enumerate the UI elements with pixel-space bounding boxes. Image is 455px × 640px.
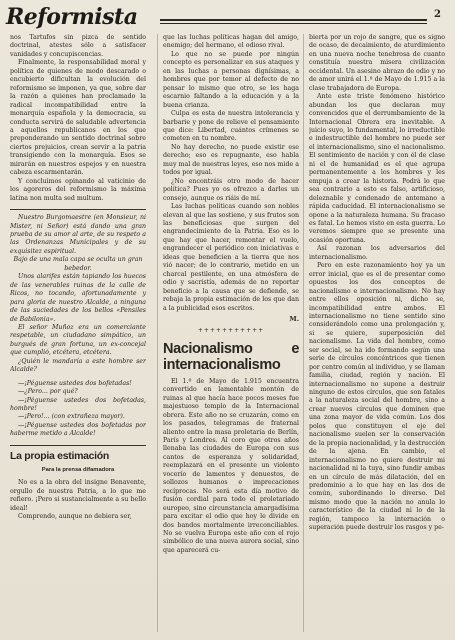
column-divider-2	[303, 34, 304, 632]
col2-paragraph: No hay derecho, no puede existir ese derecho; eso es repugnante, eso habla muy mal de nuestras leyes, eso nos mide a todos por igual.	[163, 143, 299, 177]
col3-paragraph: bierta por un rojo de sangre, que es signo de ocaso, de decaimiento, de aturdimiento en una nueva noche tenebrosa de cuanto constituía nuestra misera civilización occidental. Un asesino abrazo de odio y no de amor unirá el 1.º de Mayo de 1.915 a la clase trabajadora de Europa.	[309, 34, 445, 92]
header-rule-thin	[160, 23, 427, 24]
dialogue-line: —¡Pero!... (con extrañeza mayor).	[18, 413, 125, 421]
col1-paragraph: Comprendo, aunque no debiera ser,	[18, 513, 132, 521]
dialogue-line: —¡Péguense ustedes dos bofetadas por haberme metido a Alcalde!	[10, 421, 146, 438]
col3-paragraph: Ante este triste fenómeno histórico abundan los que declaran muy convencidos que el derrumbamiento de la Internacional Obrera era inevitable. A juicio suyo, lo fundamental, lo irreductible e indestructible del hombre no puede ser el internacionalismo, sino el nacionalismo. El sentimiento de nación y con él de clase ni el de humanidad es el que agrupa permanentemente a los hombres y les empuja a crear la historia. Podrá lo que sea contrario a esto es falso, artificioso, deleznable y condenado de antemano a rápida caducidad. El internacionalismo se opone a la naturaleza humana. Su fracaso es fatal. Lo hemos visto en esta guerra. Lo veremos siempre que se presente una ocasión oportuna.	[309, 93, 445, 244]
col1-italic-paragraph: Nuestro Burgomaestre (en Monsieur, ni Mister, ni Señor) está dando una gran prueba de su amor al arte, de su respeto a las Ordenanzas Municipales y de su exquisitez espiritual.	[10, 214, 146, 255]
col3-paragraph: Así razonan los adversarios del internacionalismo.	[309, 245, 445, 261]
header-rule	[160, 19, 427, 21]
col2-paragraph: que las luchas políticas hagan del amigo, enemigo; del hermano, el odioso rival.	[163, 34, 299, 50]
col1-italic-proverb: Bajo de una mala capa se oculta un gran bebedor.	[13, 256, 143, 272]
article-subtitle: Para la prensa difamadora	[41, 466, 115, 473]
col2-paragraph: Lo que no se puede por ningún concepto es personalizar en sus ataques y en las luchas a personas dignísimas, a hombres que por temor al defecto de no pensar lo mismo que otro, se les haga escarnio faltando a la educación y a la buena crianza.	[163, 50, 299, 109]
dialogue-line: —¡Péguense ustedes dos bofetadas, hombre!	[10, 396, 146, 413]
section-rule	[10, 445, 146, 446]
col1-paragraph: Finalmente, la responsabilidad moral y política de quienes de modo descarado o encubierto dificultan la evolución del reformismo se imponen, ya que, sobre dar la razón a quienes han proclamado la radical incompatibilidad entre la monarquía española y la democracia, su conducta servirá de saludable advertencia a aquellos republicanos en los que preponderando un sentido doctrinal sobre ciertos prejuicios, crean servir a la patria transigiendo con la monarquía. Esos se mirarán en nuestros espejos y en nuestra cabeza escarmentarán.	[10, 59, 146, 177]
dialogue-line: —¿Pero... por qué?	[18, 388, 78, 396]
column-3	[309, 34, 445, 634]
col2-paragraph: El 1.º de Mayo de 1.915 encuentra convertido en lamentable montón de ruinas al que hacía hace pocos meses fue majestuoso templo de la Internacional obrera. Este año no se cruzarán, como en los pasados, telegramas de fraternal aliento entre la masa proletaria de Berlín, París y Londres. Al coro que otros años llenaba las ciudades de Europa con sus cantos de esperanza y solidaridad, reemplazará en el presente un violento vocerío de lamentos y denuestos, de sollozos humanos e imprecaciones recíprocas. No será esta día motivo de fusión cordial para todo el proletariado europeo, sino circunstancia amargadísima para excitar el odio que hoy le divide en dos bandos mortalmente irreconciliables. No se vuelva Europa este año con el rojo simbólico de una nueva aurora social, sino que aparecerá cu-	[163, 377, 299, 554]
ornamental-divider: +++++++++++	[197, 327, 265, 335]
dialogue-line: —¡Péguense ustedes dos bofetadas!	[18, 379, 132, 387]
col2-paragraph: Las luchas políticas cuando son nobles elevan al que las sostiene, y sus frutos son las beneficiosas que surgen del engrandecimiento de la Patria. Eso es lo que hay que hacer, remontar el vuelo, engrandecer el periódico con iniciativas e ideas que beneficien a la tierra que nos vió nacer; de lo contrario, metido en un charcal pestilente, en una atmósfera de odio y sacristía, además de no reportar beneficio a la causa que se defiende, se rebaja la propia estimación de los que dan a la publicidad esos escritos.	[163, 203, 299, 312]
col3-paragraph: Pero en este razonamiento hoy ya un error inicial, que es el de presentar como opuestos los dos conceptos de nacionalismo e internacionalismo. No hay entre ellos oposición ni, dicho se, incompatibilidad entre ambos. El internacionalismo no tiene sentido sino considerándolo como una prolongación y, si se quiere, superposición del nacionalismo. La vida del hombre, como ser social, se ha ido formando según una serie de círculos concéntricos que tienen por centro común al individuo, y se llaman familia, ciudad, región y nación. El internacionalismo no supone a destruir ninguno de estos círculos, que son fatales a la naturaleza social del hombre, sino a crear nuevos círculos que dominen que una zona mayor de vida común. Los dos polos que constituyen el eje del nacionalismo suelen ser la conservación de la propia nacionalidad, y la destrucción de la ajena. En cambio, el internacionalismo no quiere destruir mi nacionalidad ni la tuya, sino fundir ambas en un círculo de más dilatación, del en predominio a lo que hay en las dos de común, subordinando lo diverso. Del mismo modo que la nación no anula lo característico de la ciudad ni lo de la región, tampoco la internación o superación puede destruir los rasgos y pe-	[309, 262, 445, 532]
col1-italic-paragraph: El señor Muñoz era un comerciante respetable, un ciudadano simpático, un burgués de gran fortuna, un ex-concejal que cumplió, etcétera, etcétera.	[10, 323, 146, 357]
column-2	[163, 34, 299, 634]
page-header	[0, 0, 455, 36]
col1-paragraph: Y concluimos opinando al vaticinio de los agoreros del reformismo la máxima latina non multa sed multum.	[10, 177, 146, 202]
col2-paragraph: Culpa es esta de nuestra intolerancia y barbarie y pone de relieve el pensamiento que dice: Libertad, cuántos crímenes se cometen en tu nombre.	[163, 110, 299, 143]
col1-paragraph: nos Tartufos sin pizca de sentido doctrinal, atestes sólo a satisfacer vanidades y concupiscencias.	[10, 34, 146, 58]
col2-paragraph: ¿No encontráis otro modo de hacer política? Pues yo os ofrezco a darles un consejo, aunque os riáis de mí.	[163, 177, 299, 202]
col1-paragraph: No es a la obra del insigne Benavente, orgullo de nuestra Patria, a lo que me refiero. ¡Pero si sustancialmente a su bello ideal!	[10, 479, 146, 512]
author-signature: M.	[289, 314, 299, 323]
column-divider-1	[157, 34, 158, 632]
article-headline: Nacionalismo e internacionalismo	[163, 340, 299, 373]
column-1	[10, 34, 146, 634]
page-number: 2	[434, 9, 441, 20]
col1-italic-paragraph: Unos alarifes están tapiando los huecos de las venerables ruinas de la calle de Ricos, no tocando, afortunadamente y para gloria de nuestro Alcalde, a ninguna de las suciedades de los bellos «Pensiles de Babilonia».	[10, 273, 146, 323]
masthead-title: Reformista	[6, 4, 138, 30]
article-headline: La propia estimación	[10, 449, 110, 462]
section-rule	[10, 209, 146, 210]
col1-italic-paragraph: ¿Quién le mandaría a este hombre ser Alcalde?	[10, 357, 146, 374]
